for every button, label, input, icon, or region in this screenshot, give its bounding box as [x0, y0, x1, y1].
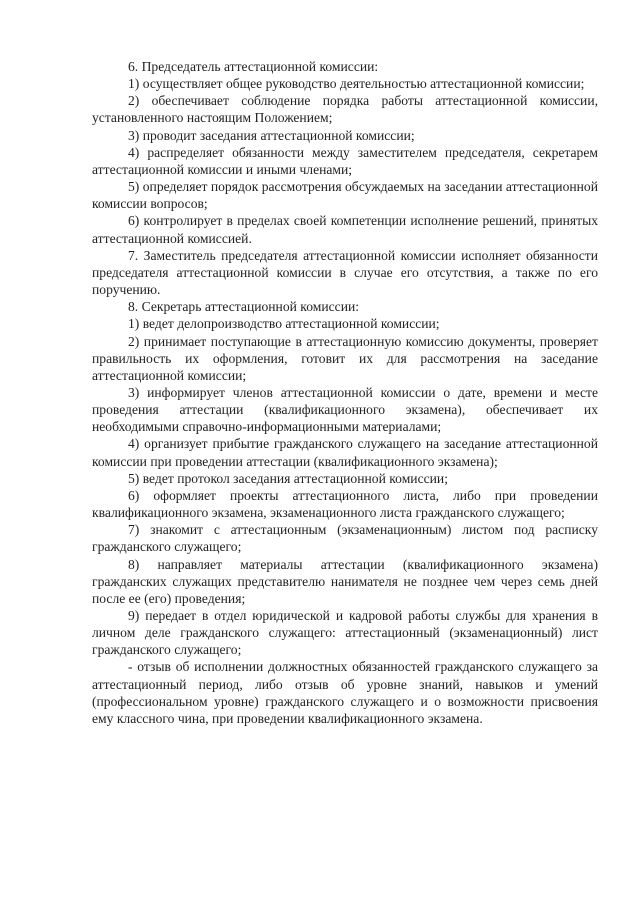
- paragraph: - отзыв об исполнении должностных обязанностей гражданского служащего за аттестационный период, либо отзыв об уровне знаний, навыков и умений (профессиональном уровне) гражданского служащего и о возможности присвоения ему классного чина, при проведении квалификационного экзамена.: [92, 659, 598, 726]
- paragraph: 3) информирует членов аттестационной комиссии о дате, времени и месте проведения аттестации (квалификационного экзамена), обеспечивает их необходимыми справочно-информационными материалами;: [92, 384, 598, 435]
- paragraph: 1) ведет делопроизводство аттестационной комиссии;: [128, 316, 440, 332]
- paragraph: 7. Заместитель председателя аттестационной комиссии исполняет обязанности председателя аттестационной комиссии в случае его отсутствия, а также по его поручению.: [92, 247, 598, 298]
- paragraph: 2) обеспечивает соблюдение порядка работы аттестационной комиссии, установленного настоящим Положением;: [92, 93, 598, 126]
- paragraph: 4) организует прибытие гражданского служащего на заседание аттестационной комиссии при проведении аттестации (квалификационного экзамена);: [92, 436, 598, 469]
- paragraph: 7) знакомит с аттестационным (экзаменационным) листом под расписку гражданского служащего;: [92, 522, 598, 555]
- paragraph: 6) контролирует в пределах своей компетенции исполнение решений, принятых аттестационной комиссией.: [92, 213, 598, 246]
- paragraph: 6. Председатель аттестационной комиссии:: [128, 59, 379, 74]
- paragraph: 9) передает в отдел юридической и кадровой работы службы для хранения в личном деле гражданского служащего: аттестационный (экзаменационный) лист гражданского служащего;: [92, 608, 598, 658]
- paragraph: 8) направляет материалы аттестации (квалификационного экзамена) гражданских служащих представителю нанимателя не позднее чем через семь дней после ее (его) проведения;: [92, 556, 598, 606]
- paragraph: 5) ведет протокол заседания аттестационной комиссии;: [128, 470, 448, 486]
- paragraph: 4) распределяет обязанности между заместителем председателя, секретарем аттестационной комиссии и иными членами;: [92, 144, 598, 177]
- paragraph: 3) проводит заседания аттестационной комиссии;: [128, 127, 415, 143]
- paragraph: 6) оформляет проекты аттестационного листа, либо при проведении квалификационного экзамена, экзаменационного листа гражданского служащего;: [92, 487, 598, 521]
- paragraph: 5) определяет порядок рассмотрения обсуждаемых на заседании аттестационной комиссии вопросов;: [92, 179, 598, 212]
- paragraph: 1) осуществляет общее руководство деятельностью аттестационной комиссии;: [128, 76, 585, 92]
- paragraph: 2) принимает поступающие в аттестационную комиссию документы, проверяет правильность их оформления, готовит их для рассмотрения на заседание аттестационной комиссии;: [92, 333, 598, 383]
- document-page: [92, 58, 598, 727]
- paragraph: 8. Секретарь аттестационной комиссии:: [128, 299, 360, 315]
